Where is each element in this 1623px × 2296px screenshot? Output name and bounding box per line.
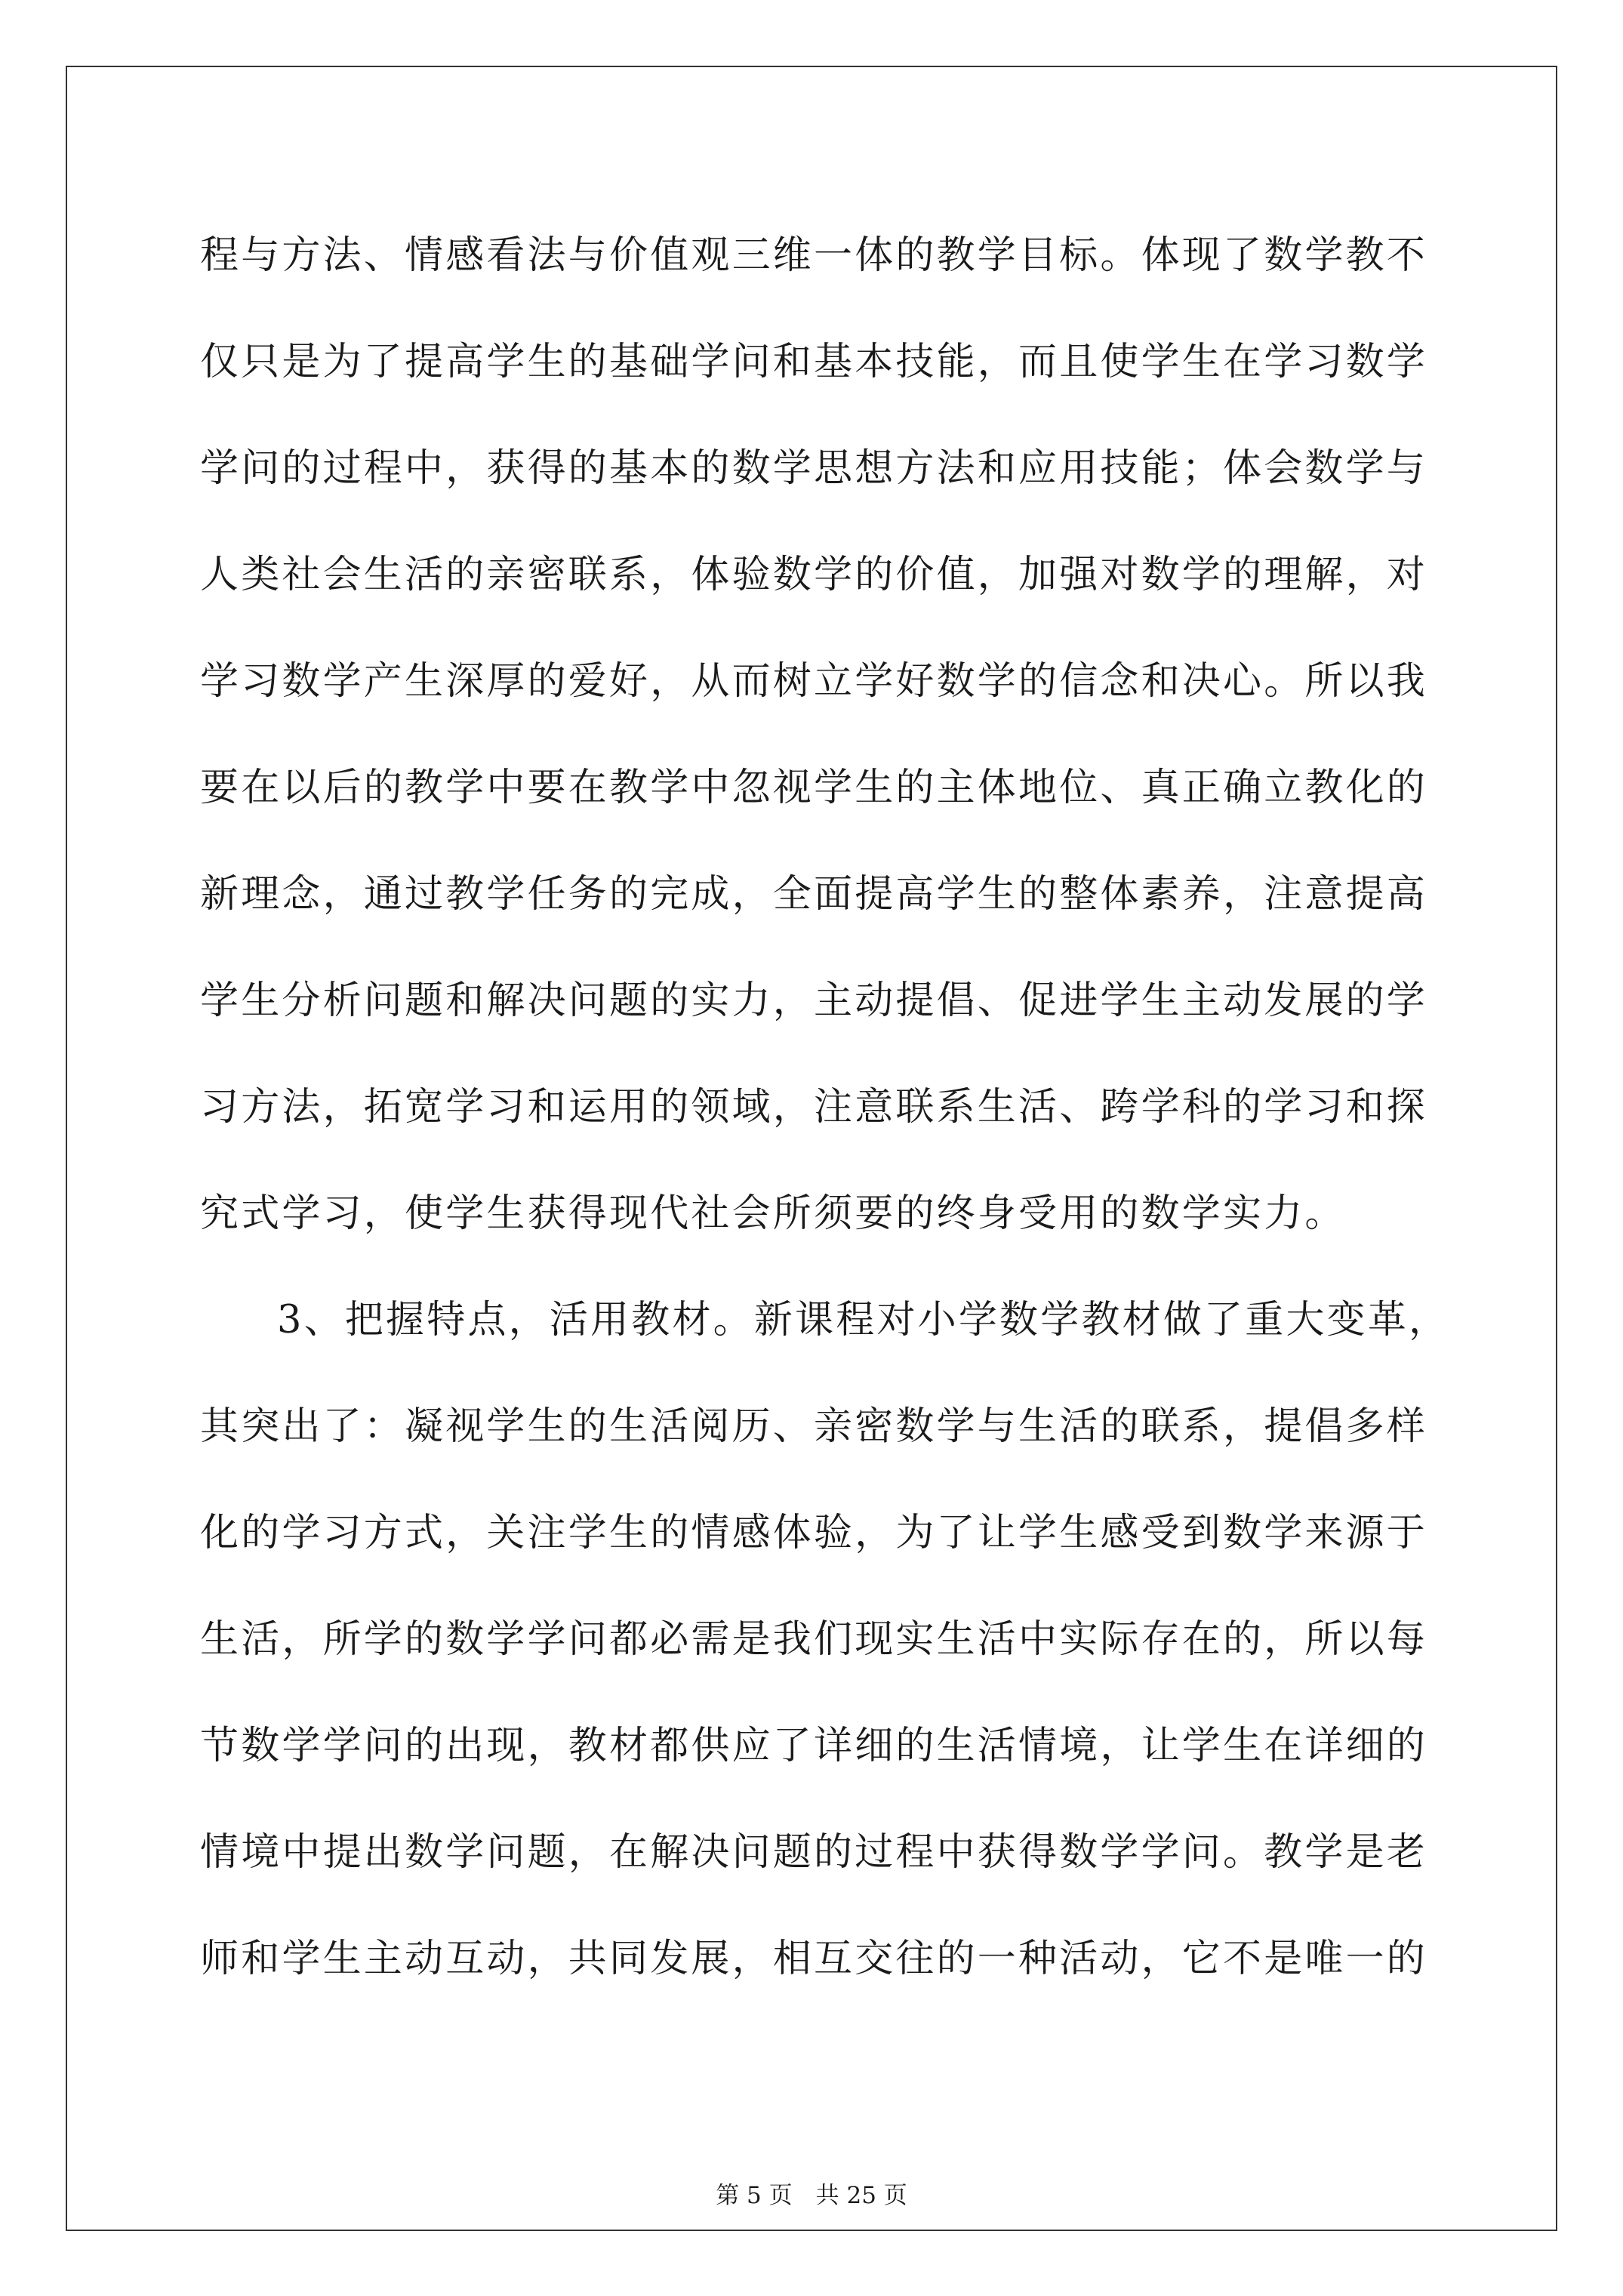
text-line: 师和学生主动互动，共同发展，相互交往的一种活动，它不是唯一的	[200, 1937, 1428, 1981]
text-line: 人类社会生活的亲密联系，体验数学的价值，加强对数学的理解，对	[200, 553, 1428, 597]
text-line: 要在以后的教学中要在教学中忽视学生的主体地位、真正确立教化的	[200, 766, 1428, 810]
text-line: 仅只是为了提高学生的基础学问和基本技能，而且使学生在学习数学	[200, 340, 1428, 384]
text-line: 学生分析问题和解决问题的实力，主动提倡、促进学生主动发展的学	[200, 978, 1428, 1023]
text-line: 节数学学问的出现，教材都供应了详细的生活情境，让学生在详细的	[200, 1724, 1428, 1768]
text-line: 习方法，拓宽学习和运用的领域，注意联系生活、跨学科的学习和探	[200, 1085, 1428, 1130]
text-line: 学习数学产生深厚的爱好，从而树立学好数学的信念和决心。所以我	[200, 659, 1428, 704]
page-footer: 第 5 页 共 25 页	[716, 2182, 907, 2209]
text-line: 其突出了：凝视学生的生活阅历、亲密数学与生活的联系，提倡多样	[200, 1404, 1428, 1449]
text-line: 情境中提出数学问题，在解决问题的过程中获得数学学问。教学是老	[200, 1830, 1428, 1875]
text-line: 究式学习，使学生获得现代社会所须要的终身受用的数学实力。	[200, 1191, 1346, 1236]
text-line: 程与方法、情感看法与价值观三维一体的教学目标。体现了数学教不	[200, 233, 1428, 278]
body-text	[200, 202, 1450, 2012]
text-line: 生活，所学的数学学问都必需是我们现实生活中实际存在的，所以每	[200, 1617, 1428, 1662]
paragraph-start-line: 3、把握特点，活用教材。新课程对小学数学教材做了重大变革，	[277, 1298, 1450, 1342]
text-line: 学问的过程中，获得的基本的数学思想方法和应用技能；体会数学与	[200, 446, 1428, 491]
text-line: 新理念，通过教学任务的完成，全面提高学生的整体素养，注意提高	[200, 872, 1428, 917]
text-line: 化的学习方式，关注学生的情感体验，为了让学生感受到数学来源于	[200, 1511, 1428, 1555]
